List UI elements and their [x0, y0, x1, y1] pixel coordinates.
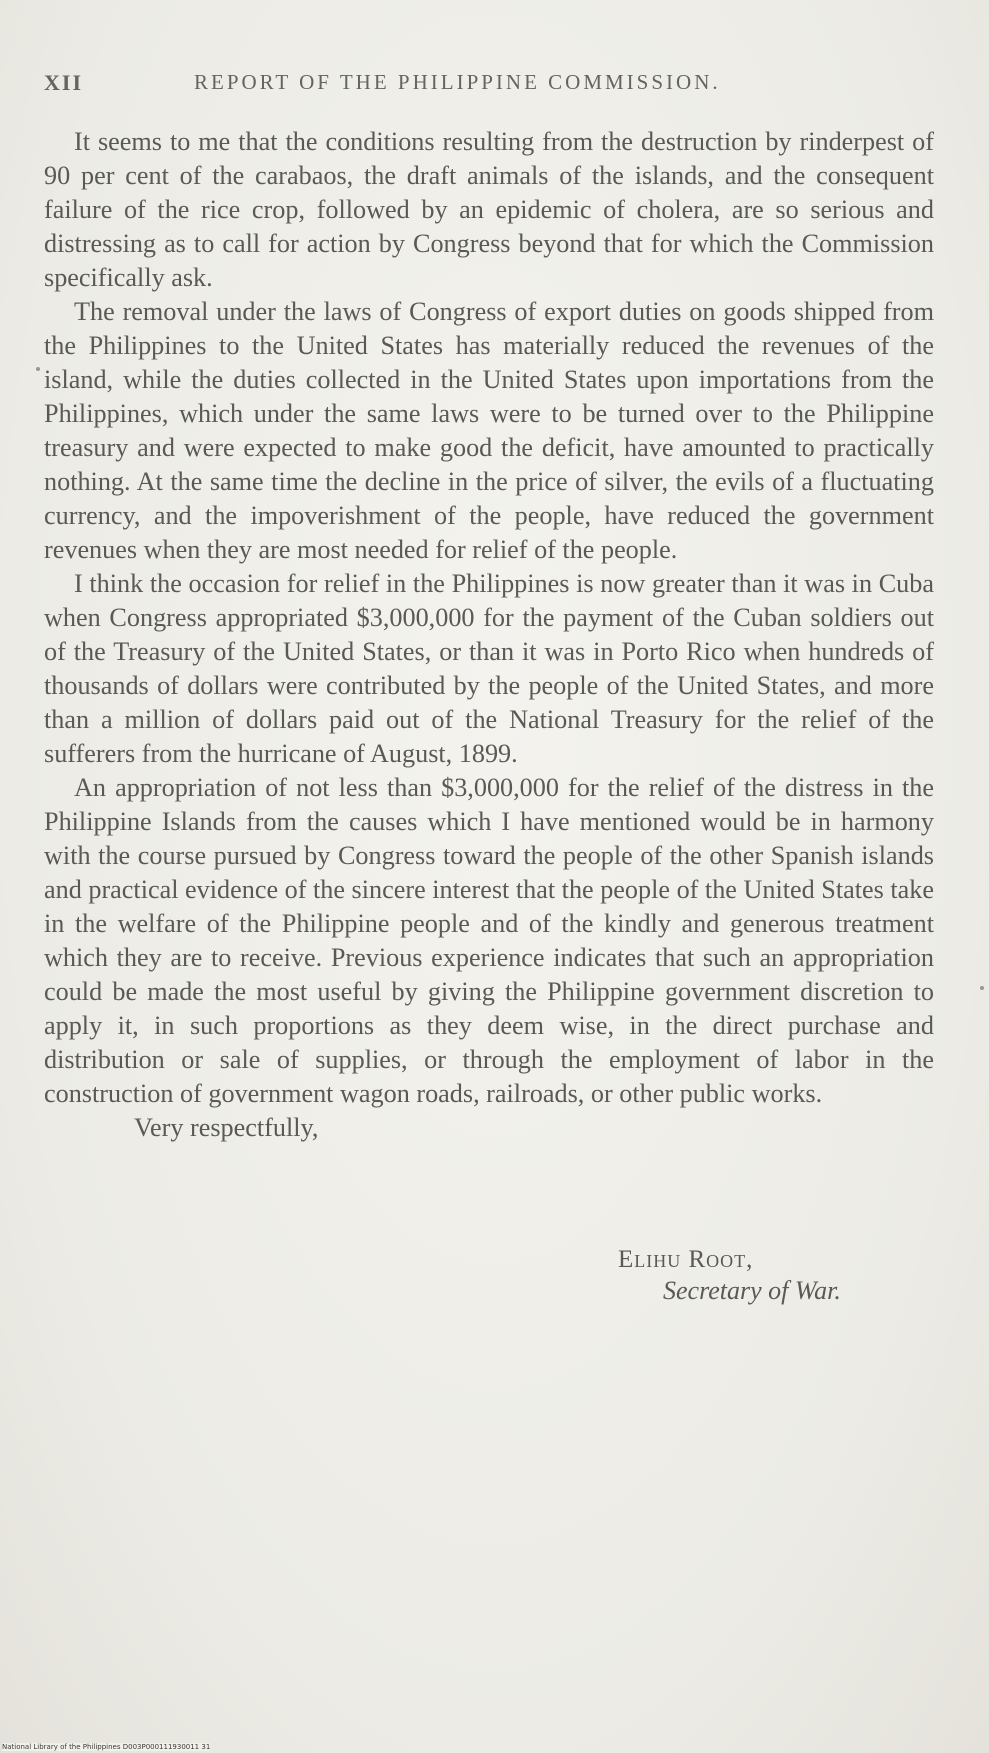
letter-body	[44, 125, 934, 1145]
paragraph-1: It seems to me that the conditions resulting from the destruction by rinderpest of 90 per cent of the carabaos, the draft animals of the islands, and the consequent failure of the rice crop, followed by an epidemic of cholera, are so serious and distressing as to call for action by Congress beyond that for which the Commission specifically ask.	[44, 127, 934, 292]
paragraph-4: An appropriation of not less than $3,000,000 for the relief of the distress in the Philippine Islands from the causes which I have mentioned would be in harmony with the course pursued by Congress toward the people of the other Spanish islands and practical evidence of the sincere interest that the people of the United States take in the welfare of the Philippine people and of the kindly and generous treatment which they are to receive. Previous experience indicates that such an appropriation could be made the most useful by giving the Philippine government discretion to apply it, in such proportions as they deem wise, in the direct purchase and distribution or sale of supplies, or through the employment of labor in the construction of government wagon roads, railroads, or other public works.	[44, 773, 935, 1108]
signatory-title: Secretary of War.	[663, 1276, 841, 1305]
scan-speck	[980, 986, 984, 990]
signature-block	[618, 1246, 841, 1306]
signatory-name: Elihu Root,	[618, 1246, 754, 1273]
complimentary-close: Very respectfully,	[134, 1113, 319, 1142]
paragraph-3: I think the occasion for relief in the Philippines is now greater than it was in Cuba when Congress appropriated $3,000,000 for the payment of the Cuban soldiers out of the Treasury of the United States, or than it was in Porto Rico when hundreds of thousands of dollars were contributed by the people of the United States, and more than a million of dollars paid out of the National Treasury for the relief of the sufferers from the hurricane of August, 1899.	[44, 569, 934, 768]
scan-speck	[36, 367, 40, 371]
running-head: REPORT OF THE PHILIPPINE COMMISSION.	[194, 70, 721, 94]
page-header	[44, 70, 924, 98]
scan-footer: National Library of the Philippines D003P000111930011 31	[2, 1743, 211, 1751]
page-number: XII	[44, 70, 84, 95]
paragraph-2: The removal under the laws of Congress of export duties on goods shipped from the Philippines to the United States has materially reduced the revenues of the island, while the duties collected in the United States upon importations from the Philippines, which under the same laws were to be turned over to the Philippine treasury and were expected to make good the deficit, have amounted to practically nothing. At the same time the decline in the price of silver, the evils of a fluctuating currency, and the impoverishment of the people, have reduced the government revenues when they are most needed for relief of the people.	[44, 297, 934, 564]
